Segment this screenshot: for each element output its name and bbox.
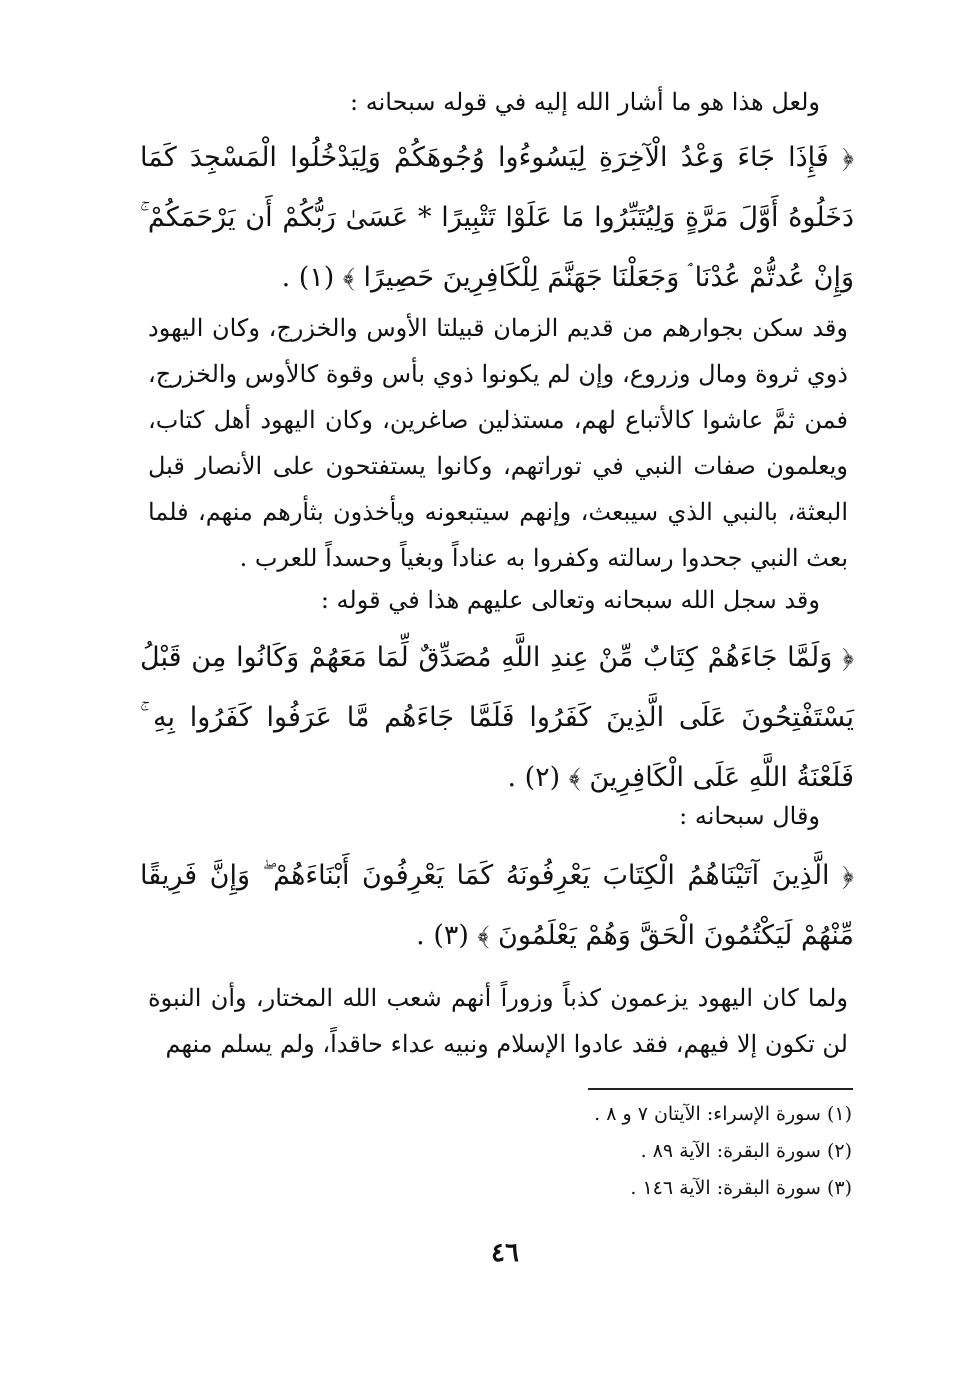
intro-text-2: وقد سجل الله سبحانه وتعالى عليهم هذا في قوله : (320, 586, 820, 614)
body-paragraph-1: وقد سكن بجوارهم من قديم الزمان قبيلتا الأوس والخزرج، وكان اليهود ذوي ثروة ومال وزروع، وإن لم يكونوا ذوي بأس وقوة كالأوس والخزرج، فمن ثمَّ عاشوا كالأتباع لهم، مستذلين صاغرين، وكان اليهود أهل كتاب، ويعلمون صفات النبي في توراتهم، وكانوا يستفتحون على الأنصار قبل البعثة، بالنبي الذي سيبعث، وإنهم سيتبعونه ويأخذون بثأرهم منهم، فلما بعث النبي جحدوا رسالته وكفروا به عناداً وبغياً وحسداً للعرب . (148, 314, 848, 572)
footnote-3: (٣) سورة البقرة: الآية ١٤٦ . (630, 1177, 852, 1199)
quran-verse-3: ﴿ الَّذِينَ آتَيْنَاهُمُ الْكِتَابَ يَعْرِفُونَهُ كَمَا يَعْرِفُونَ أَبْنَاءَهُمْ ۖ وَإِنَّ فَرِيقًا مِّنْهُمْ لَيَكْتُمُونَ الْحَقَّ وَهُمْ يَعْلَمُونَ ﴾ (٣) . (140, 860, 854, 951)
intro-text-3: وقال سبحانه : (679, 802, 820, 830)
footnote-separator (588, 1088, 853, 1090)
quran-verse-2: ﴿ وَلَمَّا جَاءَهُمْ كِتَابٌ مِّنْ عِندِ اللَّهِ مُصَدِّقٌ لِّمَا مَعَهُمْ وَكَانُوا مِن قَبْلُ يَسْتَفْتِحُونَ عَلَى الَّذِينَ كَفَرُوا فَلَمَّا جَاءَهُم مَّا عَرَفُوا كَفَرُوا بِهِ ۚ فَلَعْنَةُ اللَّهِ عَلَى الْكَافِرِينَ ﴾ (٢) . (140, 642, 854, 793)
body-paragraph-2: ولما كان اليهود يزعمون كذباً وزوراً أنهم شعب الله المختار، وأن النبوة لن تكون إلا فيهم، فقد عادوا الإسلام ونبيه عداء حاقداً، ولم يسلم منهم (148, 984, 848, 1058)
page-number: ٤٦ (491, 1238, 519, 1268)
footnote-2: (٢) سورة البقرة: الآية ٨٩ . (640, 1140, 852, 1162)
footnote-1: (١) سورة الإسراء: الآيتان ٧ و ٨ . (594, 1103, 852, 1125)
quran-verse-1: ﴿ فَإِذَا جَاءَ وَعْدُ الْآخِرَةِ لِيَسُوءُوا وُجُوهَكُمْ وَلِيَدْخُلُوا الْمَسْجِدَ كَمَا دَخَلُوهُ أَوَّلَ مَرَّةٍ وَلِيُتَبِّرُوا مَا عَلَوْا تَتْبِيرًا * عَسَىٰ رَبُّكُمْ أَن يَرْحَمَكُمْ ۚ وَإِنْ عُدتُّمْ عُدْنَا ۘ وَجَعَلْنَا جَهَنَّمَ لِلْكَافِرِينَ حَصِيرًا ﴾ (١) . (140, 142, 854, 293)
intro-text-1: ولعل هذا هو ما أشار الله إليه في قوله سبحانه : (350, 88, 820, 116)
